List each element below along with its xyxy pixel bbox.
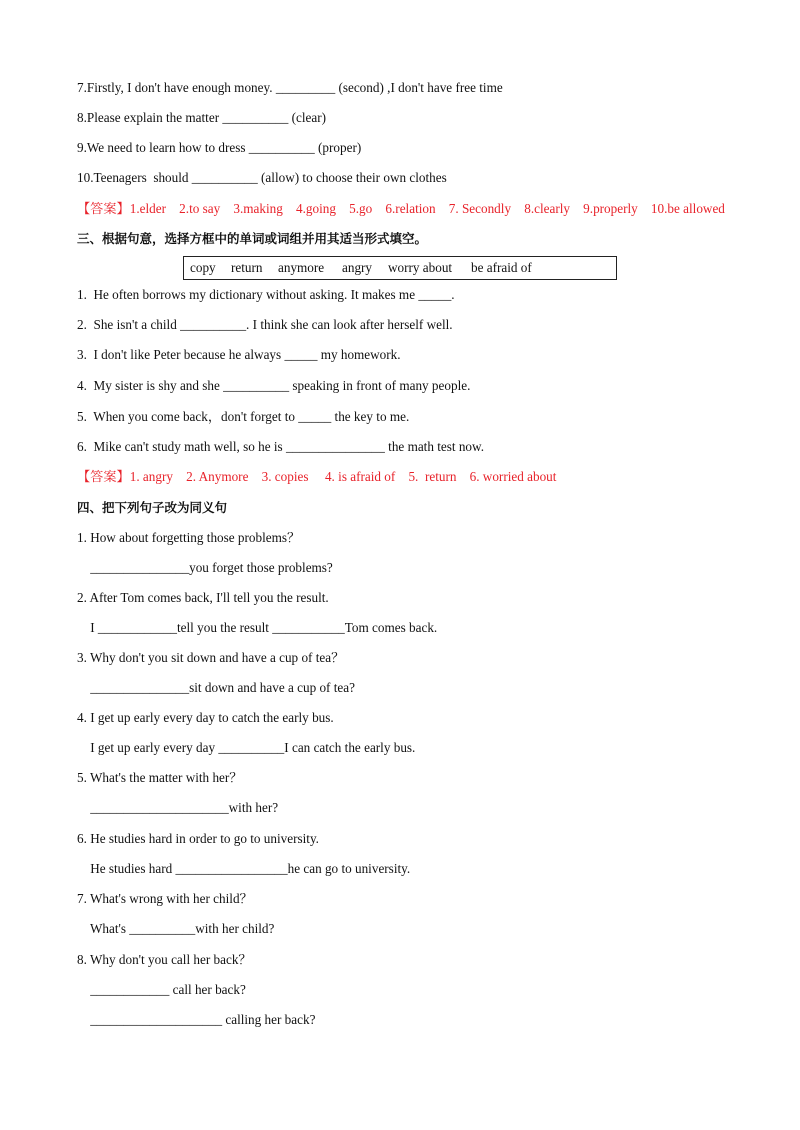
list-item: 6. He studies hard in order to go to university. [77,831,319,846]
section3-heading: 三、根据句意，选择方框中的单词或词组并用其适当形式填空。 [77,231,428,246]
list-item: _______________sit down and have a cup of tea? [77,680,355,695]
list-item: 2. After Tom comes back, I'll tell you the result. [77,590,329,605]
list-item: He studies hard _________________he can go to university. [77,861,411,876]
word-option: be afraid of [471,260,532,275]
section4-heading: 四、把下列句子改为同义句 [77,500,228,515]
question-3-1: 1. He often borrows my dictionary without asking. It makes me _____. [77,287,455,302]
question-3-3: 3. I don't like Peter because he always _____ my homework. [77,347,401,362]
word-option: return [231,260,263,275]
list-item: 3. Why don't you sit down and have a cup of tea？ [77,650,345,665]
question-10: 10.Teenagers should __________ (allow) to choose their own clothes [77,170,447,185]
list-item: I get up early every day __________I can catch the early bus. [77,740,416,755]
question-3-2: 2. She isn't a child __________. I think she can look after herself well. [77,317,453,332]
question-3-4: 4. My sister is shy and she __________ speaking in front of many people. [77,378,471,393]
question-7: 7.Firstly, I don't have enough money. _________ (second) ,I don't have free time [77,80,503,95]
list-item: I ____________tell you the result ___________Tom comes back. [77,620,438,635]
list-item: 4. I get up early every day to catch the early bus. [77,710,334,725]
word-option: copy [190,260,216,275]
question-9: 9.We need to learn how to dress __________ (proper) [77,140,362,155]
list-item: 7. What's wrong with her child？ [77,891,253,906]
list-item: _____________________with her? [77,800,279,815]
word-option: anymore [278,260,325,275]
list-item: 8. Why don't you call her back？ [77,952,252,967]
list-item: _______________you forget those problems? [77,560,333,575]
answer-key-section3: 【答案】1. angry 2. Anymore 3. copies 4. is afraid of 5. return 6. worried about [77,469,557,484]
list-item: ____________ call her back? [77,982,246,997]
list-item: What's __________with her child? [77,921,275,936]
list-item: 1. How about forgetting those problems？ [77,530,301,545]
list-item: 5. What's the matter with her？ [77,770,243,785]
question-3-5: 5. When you come back，don't forget to _____ the key to me. [77,409,410,424]
list-item: ____________________ calling her back? [77,1012,316,1027]
question-3-6: 6. Mike can't study math well, so he is _______________ the math test now. [77,439,484,454]
question-8: 8.Please explain the matter __________ (clear) [77,110,327,125]
word-box [183,256,617,280]
answer-key-section2: 【答案】1.elder 2.to say 3.making 4.going 5.go 6.relation 7. Secondly 8.clearly 9.properly 10.be allowed [77,201,725,216]
word-option: angry [342,260,373,275]
word-option: worry about [388,260,453,275]
